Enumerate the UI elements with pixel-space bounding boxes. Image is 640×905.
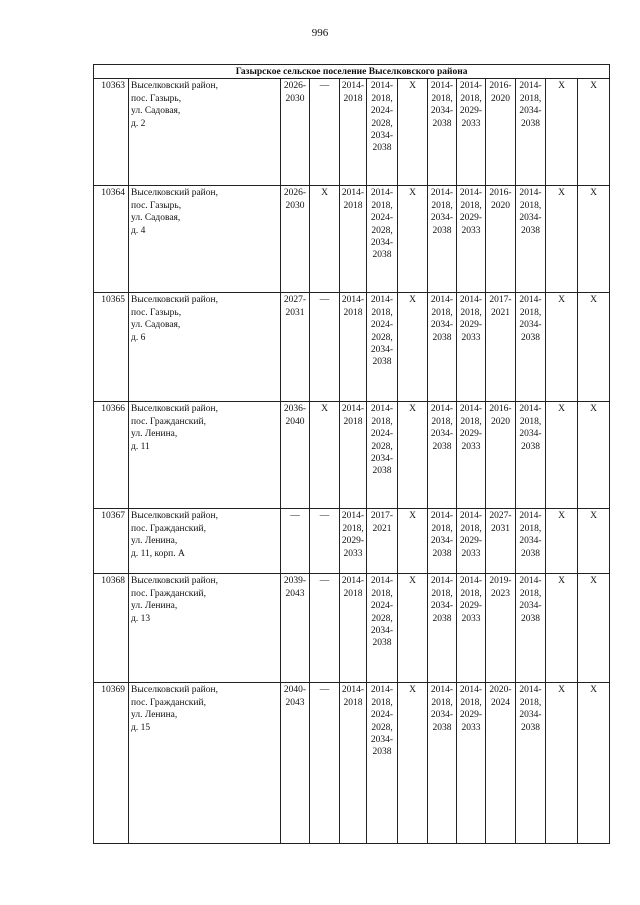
table-row: [94, 402, 610, 509]
mark-cell: X: [578, 402, 610, 509]
mark-cell: X: [546, 683, 578, 844]
page-number: 996: [311, 27, 329, 39]
mark-cell: X: [398, 79, 428, 186]
mark-cell: X: [578, 574, 610, 683]
address-line: Выселковский район,: [131, 576, 218, 587]
period-cell: 2014- 2018, 2034- 2038: [516, 186, 546, 293]
table-row: [94, 509, 610, 574]
record-id: 10366: [94, 402, 129, 509]
table-row: [94, 293, 610, 402]
section-title: Газырское сельское поселение Выселковского района: [94, 65, 610, 79]
address-line: пос. Гражданский,: [131, 523, 206, 534]
record-id: 10368: [94, 574, 129, 683]
period-cell: 2014- 2018, 2034- 2038: [428, 574, 457, 683]
address-line: Выселковский район,: [131, 511, 218, 522]
address-cell: [129, 574, 281, 683]
address-line: д. 15: [131, 722, 151, 733]
address-line: д. 13: [131, 613, 151, 624]
period-cell: 2014- 2018, 2029- 2033: [340, 509, 367, 574]
mark-cell: X: [398, 683, 428, 844]
mark-cell: —: [310, 293, 340, 402]
period-cell: 2014- 2018: [340, 186, 367, 293]
section-header-row: [94, 65, 610, 79]
table-row: [94, 574, 610, 683]
period-cell: 2014- 2018, 2034- 2038: [428, 79, 457, 186]
period-cell: 2014- 2018, 2034- 2038: [516, 574, 546, 683]
mark-cell: X: [578, 683, 610, 844]
period-cell: 2014- 2018, 2024- 2028, 2034- 2038: [367, 574, 398, 683]
address-line: пос. Газырь,: [131, 93, 182, 104]
mark-cell: —: [310, 509, 340, 574]
period-cell: 2014- 2018, 2029- 2033: [457, 509, 486, 574]
period-cell: 2014- 2018, 2029- 2033: [457, 402, 486, 509]
period-cell: 2014- 2018, 2034- 2038: [428, 402, 457, 509]
address-line: пос. Гражданский,: [131, 697, 206, 708]
address-line: пос. Гражданский,: [131, 416, 206, 427]
period-cell: 2014- 2018: [340, 293, 367, 402]
period-cell: 2017- 2021: [486, 293, 516, 402]
mark-cell: X: [398, 574, 428, 683]
address-line: Выселковский район,: [131, 404, 218, 415]
period-cell: 2014- 2018, 2024- 2028, 2034- 2038: [367, 186, 398, 293]
mark-cell: X: [546, 574, 578, 683]
mark-cell: X: [546, 402, 578, 509]
period-cell: 2014- 2018, 2029- 2033: [457, 293, 486, 402]
address-cell: [129, 683, 281, 844]
record-id: 10364: [94, 186, 129, 293]
address-line: ул. Садовая,: [131, 106, 181, 117]
mark-cell: X: [546, 186, 578, 293]
period-cell: 2027- 2031: [281, 293, 310, 402]
address-line: ул. Садовая,: [131, 320, 181, 331]
period-cell: 2036- 2040: [281, 402, 310, 509]
address-line: пос. Гражданский,: [131, 588, 206, 599]
address-line: ул. Ленина,: [131, 536, 178, 547]
record-id: 10363: [94, 79, 129, 186]
mark-cell: X: [578, 186, 610, 293]
period-cell: 2014- 2018: [340, 79, 367, 186]
address-line: Выселковский район,: [131, 685, 218, 696]
mark-cell: X: [310, 186, 340, 293]
mark-cell: X: [398, 509, 428, 574]
period-cell: 2016- 2020: [486, 186, 516, 293]
address-line: ул. Садовая,: [131, 213, 181, 224]
period-cell: 2027- 2031: [486, 509, 516, 574]
period-cell: 2026- 2030: [281, 186, 310, 293]
period-cell: 2014- 2018, 2024- 2028, 2034- 2038: [367, 402, 398, 509]
period-cell: 2016- 2020: [486, 79, 516, 186]
address-line: д. 6: [131, 332, 146, 343]
address-line: Выселковский район,: [131, 188, 218, 199]
period-cell: 2040- 2043: [281, 683, 310, 844]
record-id: 10365: [94, 293, 129, 402]
mark-cell: X: [578, 509, 610, 574]
table-row: [94, 683, 610, 844]
period-cell: 2014- 2018, 2034- 2038: [428, 293, 457, 402]
period-cell: 2014- 2018, 2034- 2038: [516, 293, 546, 402]
address-line: д. 11: [131, 441, 150, 452]
mark-cell: X: [578, 293, 610, 402]
mark-cell: —: [281, 509, 310, 574]
period-cell: 2014- 2018, 2029- 2033: [457, 79, 486, 186]
period-cell: 2014- 2018, 2024- 2028, 2034- 2038: [367, 683, 398, 844]
period-cell: 2014- 2018, 2034- 2038: [428, 509, 457, 574]
mark-cell: X: [310, 402, 340, 509]
address-cell: [129, 509, 281, 574]
address-line: пос. Газырь,: [131, 307, 182, 318]
mark-cell: —: [310, 574, 340, 683]
period-cell: 2039- 2043: [281, 574, 310, 683]
period-cell: 2014- 2018, 2034- 2038: [516, 509, 546, 574]
table-row: [94, 186, 610, 293]
mark-cell: X: [398, 186, 428, 293]
period-cell: 2014- 2018: [340, 574, 367, 683]
period-cell: 2014- 2018, 2029- 2033: [457, 574, 486, 683]
period-cell: 2014- 2018, 2029- 2033: [457, 683, 486, 844]
period-cell: 2016- 2020: [486, 402, 516, 509]
table-row: [94, 79, 610, 186]
period-cell: 2014- 2018, 2029- 2033: [457, 186, 486, 293]
period-cell: 2014- 2018, 2034- 2038: [516, 79, 546, 186]
address-line: Выселковский район,: [131, 295, 218, 306]
mark-cell: X: [578, 79, 610, 186]
address-line: ул. Ленина,: [131, 601, 178, 612]
address-line: пос. Газырь,: [131, 200, 182, 211]
address-cell: [129, 402, 281, 509]
mark-cell: —: [310, 79, 340, 186]
address-cell: [129, 186, 281, 293]
address-line: ул. Ленина,: [131, 429, 178, 440]
address-line: д. 4: [131, 225, 146, 236]
mark-cell: X: [398, 402, 428, 509]
address-cell: [129, 293, 281, 402]
period-cell: 2014- 2018, 2024- 2028, 2034- 2038: [367, 293, 398, 402]
housing-repair-schedule-table: [93, 64, 610, 844]
mark-cell: X: [546, 79, 578, 186]
period-cell: 2020- 2024: [486, 683, 516, 844]
record-id: 10369: [94, 683, 129, 844]
address-line: Выселковский район,: [131, 81, 218, 92]
mark-cell: X: [546, 293, 578, 402]
period-cell: 2017- 2021: [367, 509, 398, 574]
record-id: 10367: [94, 509, 129, 574]
mark-cell: X: [398, 293, 428, 402]
period-cell: 2014- 2018, 2034- 2038: [516, 402, 546, 509]
address-line: д. 11, корп. А: [131, 548, 185, 559]
period-cell: 2014- 2018, 2024- 2028, 2034- 2038: [367, 79, 398, 186]
address-line: д. 2: [131, 118, 146, 129]
period-cell: 2019- 2023: [486, 574, 516, 683]
period-cell: 2014- 2018: [340, 683, 367, 844]
address-line: ул. Ленина,: [131, 710, 178, 721]
period-cell: 2014- 2018, 2034- 2038: [428, 186, 457, 293]
address-cell: [129, 79, 281, 186]
period-cell: 2014- 2018: [340, 402, 367, 509]
period-cell: 2014- 2018, 2034- 2038: [516, 683, 546, 844]
mark-cell: X: [546, 509, 578, 574]
period-cell: 2026- 2030: [281, 79, 310, 186]
mark-cell: —: [310, 683, 340, 844]
period-cell: 2014- 2018, 2034- 2038: [428, 683, 457, 844]
